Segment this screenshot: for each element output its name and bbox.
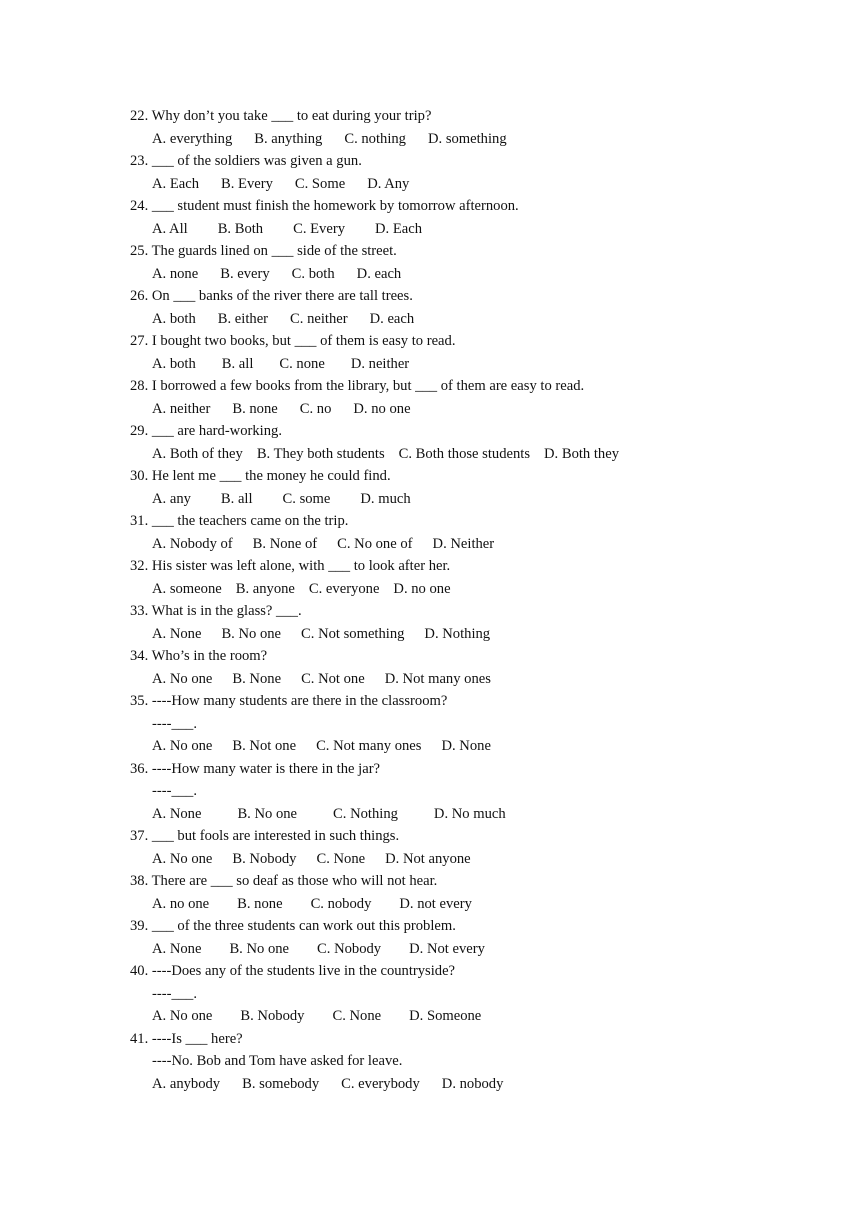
answer-option: D. neither — [350, 355, 410, 372]
question-stem: 31. ___ the teachers came on the trip. — [130, 513, 349, 529]
answer-option: B. No one — [229, 940, 290, 957]
question-stem: 23. ___ of the soldiers was given a gun. — [130, 153, 362, 169]
answer-option: C. nobody — [310, 895, 372, 912]
answer-option: B. Both — [217, 220, 264, 237]
question-item — [130, 825, 810, 870]
answer-options — [130, 848, 810, 871]
question-stem: 35. ----How many students are there in the classroom? — [130, 693, 448, 709]
answer-options — [130, 803, 810, 826]
answer-option: C. everyone — [308, 580, 380, 597]
answer-option: C. Not one — [301, 670, 365, 687]
answer-option: C. some — [282, 490, 331, 507]
answer-option: A. none — [152, 265, 199, 282]
answer-option: C. Every — [293, 220, 345, 237]
answer-options — [130, 668, 810, 691]
answer-option: A. Each — [152, 175, 200, 192]
answer-option: D. No much — [433, 805, 506, 822]
question-stem: 33. What is in the glass? ___. — [130, 603, 302, 619]
question-item — [130, 375, 810, 420]
answer-option: D. Each — [375, 220, 423, 237]
answer-option: A. someone — [152, 580, 222, 597]
answer-option: B. None of — [252, 535, 318, 552]
answer-options — [130, 308, 810, 331]
question-stem: 32. His sister was left alone, with ___ to look after her. — [130, 558, 451, 574]
answer-options — [130, 533, 810, 556]
question-stem: 29. ___ are hard-working. — [130, 423, 282, 439]
question-item — [130, 510, 810, 555]
answer-option: B. No one — [221, 625, 282, 642]
question-item — [130, 645, 810, 690]
question-stem: 38. There are ___ so deaf as those who will not hear. — [130, 873, 438, 889]
question-item — [130, 1028, 810, 1096]
question-item — [130, 555, 810, 600]
question-stem: 22. Why don’t you take ___ to eat during your trip? — [130, 108, 432, 124]
answer-option: D. Nothing — [424, 625, 491, 642]
answer-option: D. Not many ones — [384, 670, 491, 687]
answer-option: A. Both of they — [152, 445, 243, 462]
question-stem: 25. The guards lined on ___ side of the street. — [130, 243, 397, 259]
answer-option: C. None — [332, 1008, 382, 1024]
question-stem: 27. I bought two books, but ___ of them is easy to read. — [130, 333, 456, 349]
answer-option: B. either — [217, 310, 269, 327]
answer-option: D. much — [360, 490, 411, 507]
answer-option: C. Not something — [301, 625, 405, 642]
question-item — [130, 465, 810, 510]
answer-option: C. both — [291, 265, 335, 282]
answer-option: B. They both students — [256, 445, 385, 462]
answer-option: B. all — [221, 355, 254, 372]
answer-option: B. all — [220, 490, 253, 507]
question-item — [130, 195, 810, 240]
answer-option: A. anybody — [152, 1075, 221, 1092]
question-item — [130, 960, 810, 1028]
answer-option: B. somebody — [242, 1075, 320, 1092]
question-stem: 24. ___ student must finish the homework by tomorrow afternoon. — [130, 198, 519, 214]
answer-options — [130, 443, 810, 466]
question-continuation: ----___. — [152, 783, 197, 799]
answer-option: A. None — [152, 940, 202, 957]
question-item — [130, 600, 810, 645]
answer-option: C. Some — [294, 175, 346, 192]
answer-option: A. any — [152, 490, 191, 507]
answer-option: A. No one — [152, 1008, 213, 1024]
answer-option: C. everybody — [341, 1075, 420, 1092]
answer-options — [130, 893, 810, 916]
question-stem: 28. I borrowed a few books from the library, but ___ of them are easy to read. — [130, 378, 585, 394]
answer-options — [130, 1005, 810, 1028]
question-list — [130, 105, 810, 1095]
answer-option: C. none — [279, 355, 325, 372]
question-stem: 36. ----How many water is there in the jar? — [130, 760, 381, 777]
question-stem: 40. ----Does any of the students live in the countryside? — [130, 963, 456, 979]
question-stem: 41. ----Is ___ here? — [130, 1030, 243, 1047]
answer-options — [130, 173, 810, 196]
answer-option: C. no — [299, 400, 332, 417]
answer-options — [130, 1073, 810, 1096]
answer-option: D. Any — [367, 175, 410, 192]
answer-options — [130, 938, 810, 961]
answer-option: C. Both those students — [398, 445, 531, 462]
question-item — [130, 420, 810, 465]
answer-option: A. both — [152, 355, 196, 372]
answer-option: C. No one of — [337, 535, 413, 552]
answer-options — [130, 488, 810, 511]
answer-options — [130, 218, 810, 241]
answer-option: A. No one — [152, 738, 213, 754]
question-item — [130, 285, 810, 330]
answer-option: C. None — [316, 850, 366, 867]
answer-options — [130, 353, 810, 376]
question-continuation: ----___. — [152, 985, 197, 1002]
answer-option: D. Someone — [409, 1008, 482, 1024]
answer-options — [130, 735, 810, 758]
question-item — [130, 915, 810, 960]
answer-option: D. Neither — [432, 535, 495, 552]
question-item — [130, 870, 810, 915]
answer-option: D. Both they — [544, 445, 620, 462]
question-stem: 37. ___ but fools are interested in such things. — [130, 828, 400, 844]
answer-option: A. No one — [152, 850, 213, 867]
answer-option: D. no one — [393, 580, 451, 597]
answer-option: B. Nobody — [232, 850, 297, 867]
question-stem: 34. Who’s in the room? — [130, 648, 268, 664]
answer-option: B. none — [232, 400, 278, 417]
answer-option: B. anyone — [235, 580, 295, 597]
answer-options — [130, 578, 810, 601]
answer-options — [130, 263, 810, 286]
answer-option: C. Nothing — [333, 805, 398, 822]
answer-option: B. Nobody — [240, 1008, 305, 1024]
answer-option: C. Nobody — [317, 940, 382, 957]
question-stem: 30. He lent me ___ the money he could find. — [130, 468, 391, 484]
question-continuation: ----No. Bob and Tom have asked for leave. — [152, 1053, 403, 1069]
answer-option: D. None — [441, 738, 491, 754]
answer-option: D. Not every — [409, 940, 485, 957]
answer-option: A. None — [152, 805, 202, 822]
answer-option: B. anything — [254, 130, 323, 147]
answer-option: B. Every — [221, 175, 273, 192]
question-item — [130, 240, 810, 285]
answer-option: D. nobody — [441, 1075, 504, 1092]
answer-options — [130, 128, 810, 151]
answer-options — [130, 623, 810, 646]
answer-option: C. Not many ones — [316, 738, 422, 754]
answer-option: C. nothing — [344, 130, 406, 147]
answer-option: C. neither — [290, 310, 348, 327]
question-item — [130, 330, 810, 375]
question-stem: 39. ___ of the three students can work out this problem. — [130, 918, 456, 934]
question-item — [130, 758, 810, 826]
answer-option: A. Nobody of — [152, 535, 233, 552]
answer-option: A. everything — [152, 130, 233, 147]
answer-option: B. No one — [237, 805, 298, 822]
question-continuation: ----___. — [152, 715, 197, 732]
answer-option: D. no one — [353, 400, 411, 417]
answer-option: B. Not one — [232, 738, 297, 754]
answer-option: B. None — [232, 670, 282, 687]
answer-option: B. none — [237, 895, 283, 912]
answer-option: D. each — [356, 265, 402, 282]
answer-option: B. every — [220, 265, 270, 282]
answer-option: A. neither — [152, 400, 211, 417]
answer-option: A. both — [152, 310, 196, 327]
answer-option: A. no one — [152, 895, 210, 912]
answer-option: D. not every — [399, 895, 472, 912]
answer-option: D. each — [369, 310, 415, 327]
answer-options — [130, 398, 810, 421]
answer-option: D. Not anyone — [385, 850, 471, 867]
answer-option: A. None — [152, 625, 202, 642]
question-item — [130, 690, 810, 758]
question-item — [130, 105, 810, 150]
answer-option: A. No one — [152, 670, 213, 687]
answer-option: A. All — [152, 220, 188, 237]
question-stem: 26. On ___ banks of the river there are tall trees. — [130, 288, 413, 304]
answer-option: D. something — [427, 130, 507, 147]
question-item — [130, 150, 810, 195]
